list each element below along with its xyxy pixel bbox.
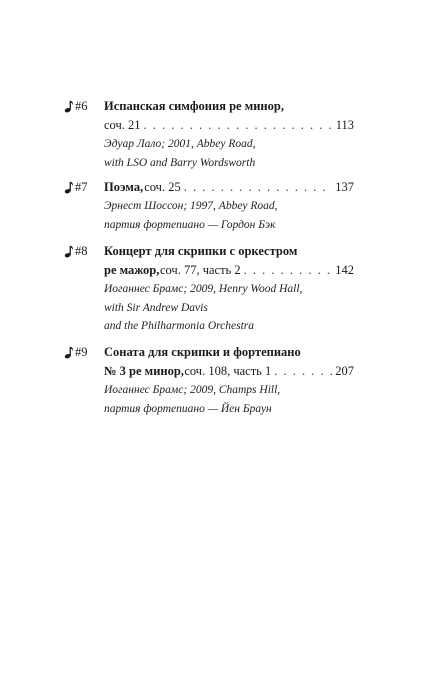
entry-number-text: #7	[75, 180, 88, 194]
entry-detail: партия фортепиано — Гордон Бэк	[104, 218, 276, 231]
entry-detail: and the Philharmonia Orchestra	[104, 320, 255, 332]
music-note-icon	[64, 245, 74, 258]
entry-page-number: 137	[335, 180, 354, 194]
entry-detail: Эдуар Лало; 2001, Abbey Road,	[104, 138, 256, 150]
leader-dots	[144, 116, 333, 135]
entry-number-text: #9	[75, 345, 88, 359]
entry-title: Поэма,	[104, 180, 144, 194]
leader-dots	[274, 362, 332, 381]
entry-title-continued: № 3 ре минор,	[104, 364, 184, 378]
entry-opus: соч. 21	[104, 118, 141, 132]
entry-detail: with Sir Andrew Davis	[104, 301, 208, 314]
leader-dots	[184, 178, 333, 197]
entry-detail: Иоганнес Брамс; 2009, Champs Hill,	[104, 384, 281, 396]
entry-title-line	[104, 362, 354, 381]
entry-title: Соната для скрипки и фортепиано	[104, 345, 301, 359]
entry-page-number: 113	[335, 118, 354, 132]
entry-detail: Эрнест Шоссон; 1997, Abbey Road,	[104, 200, 278, 212]
entry-number-text: #6	[75, 99, 88, 113]
entry-number	[64, 97, 102, 116]
entry-number	[64, 178, 102, 197]
music-note-icon	[64, 181, 74, 194]
entry-opus-line	[104, 116, 354, 135]
music-note-icon	[64, 346, 74, 359]
entry-number	[64, 343, 102, 362]
entry-title: Испанская симфония ре минор,	[104, 99, 284, 113]
entry-number	[64, 242, 102, 261]
entry-detail: Иоганнес Брамс; 2009, Henry Wood Hall,	[104, 283, 303, 295]
music-note-icon	[64, 100, 74, 113]
entry-title-continued: ре мажор,	[104, 263, 160, 277]
entry-detail: with LSO and Barry Wordsworth	[104, 156, 256, 169]
entry-title: Концерт для скрипки с оркестром	[104, 244, 298, 258]
entry-opus: соч. 77, часть 2	[159, 263, 241, 277]
entry-title-line	[104, 178, 354, 197]
entry-number-text: #8	[75, 244, 88, 258]
leader-dots	[244, 261, 333, 280]
entry-page-number: 142	[335, 263, 354, 277]
entry-opus: соч. 25	[144, 180, 181, 194]
entry-page-number: 207	[335, 364, 354, 378]
entry-detail: партия фортепиано — Йен Браун	[104, 402, 272, 415]
entry-opus: соч. 108, часть 1	[184, 364, 272, 378]
entry-title-line	[104, 261, 354, 280]
